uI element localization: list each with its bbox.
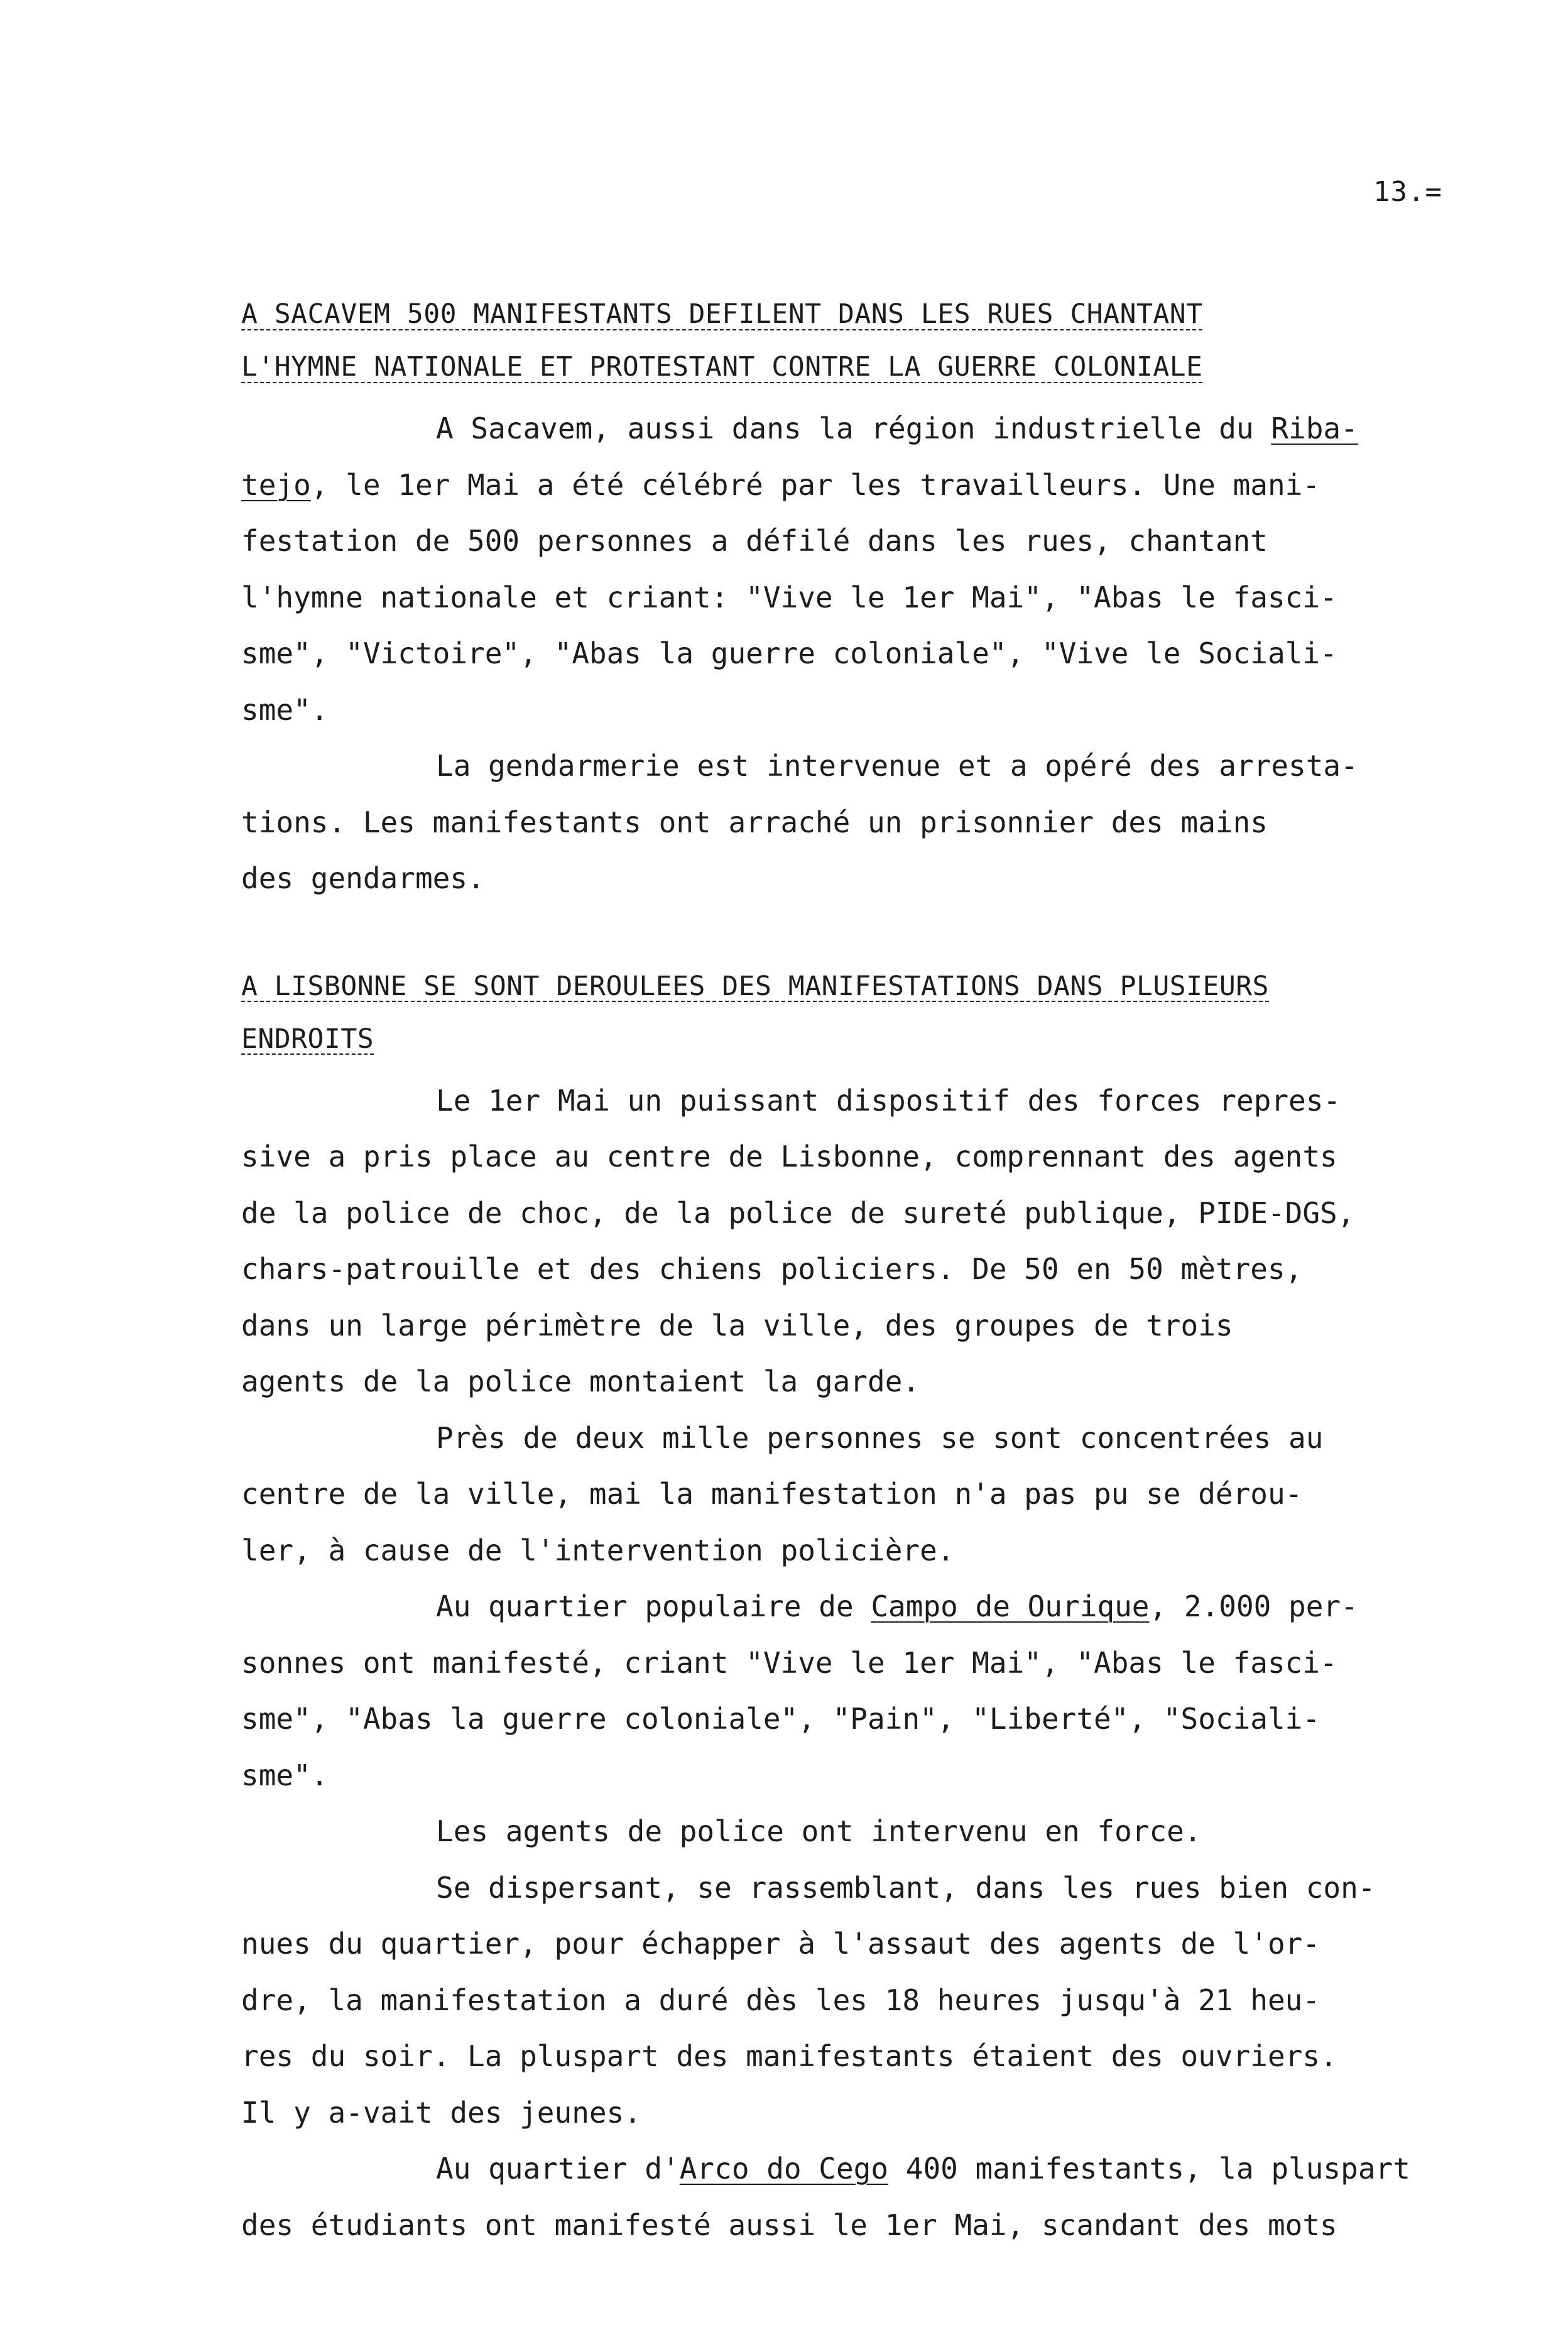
text-line: des gendarmes. (241, 861, 485, 895)
section-lisbonne (241, 960, 1485, 2254)
text-line: sive a pris place au centre de Lisbonne, comprennant des agents (241, 1140, 1337, 1173)
text-line: dre, la manifestation a duré dès les 18 heures jusqu'à 21 heu- (241, 1983, 1320, 2017)
heading-line: L'HYMNE NATIONALE ET PROTESTANT CONTRE LA GUERRE COLONIALE (241, 351, 1203, 383)
text-line: Se dispersant, se rassemblant, dans les rues bien con- (436, 1870, 1376, 1905)
paragraph (241, 738, 1485, 907)
text-run: , le 1er Mai a été célébré par les travailleurs. Une mani- (310, 467, 1320, 502)
text-line: sme". (241, 1758, 329, 1792)
section-heading-sacavem (241, 288, 1485, 393)
text-line: sme", "Victoire", "Abas la guerre coloniale", "Vive le Sociali- (241, 636, 1337, 670)
heading-line: ENDROITS (241, 1023, 374, 1055)
heading-line: A SACAVEM 500 MANIFESTANTS DEFILENT DANS LES RUES CHANTANT (241, 298, 1203, 330)
text-line: dans un large périmètre de la ville, des groupes de trois (241, 1308, 1233, 1342)
text-line: res du soir. La pluspart des manifestants étaient des ouvriers. (241, 2039, 1337, 2073)
text-line: Le 1er Mai un puissant dispositif des forces repres- (436, 1083, 1341, 1118)
paragraph (241, 1073, 1485, 1410)
text-line (241, 2141, 1485, 2197)
text-run: Au quartier d' (436, 2152, 680, 2186)
text-line: l'hymne nationale et criant: "Vive le 1er Mai", "Abas le fasci- (241, 580, 1337, 614)
text-line (241, 457, 1485, 514)
text-run: , 2.000 per- (1149, 1589, 1358, 1623)
section-heading-lisbonne (241, 960, 1485, 1065)
underlined-place-name: Arco do Cego (679, 2152, 889, 2186)
text-line (241, 401, 1485, 457)
text-line: centre de la ville, mai la manifestation n'a pas pu se dérou- (241, 1477, 1303, 1511)
text-line: de la police de choc, de la police de sureté publique, PIDE-DGS, (241, 1195, 1355, 1230)
text-line: chars-patrouille et des chiens policiers. De 50 en 50 mètres, (241, 1252, 1303, 1286)
underlined-place-name: Riba- (1271, 411, 1358, 445)
text-run: Au quartier populaire de (436, 1589, 871, 1623)
text-line: ler, à cause de l'intervention policière. (241, 1533, 955, 1567)
text-run: A Sacavem, aussi dans la région industrielle du (436, 411, 1271, 445)
text-line: sonnes ont manifesté, criant "Vive le 1er Mai", "Abas le fasci- (241, 1645, 1337, 1680)
text-line: sme", "Abas la guerre coloniale", "Pain", "Liberté", "Sociali- (241, 1702, 1320, 1736)
text-line: tions. Les manifestants ont arraché un prisonnier des mains (241, 805, 1268, 839)
section-sacavem (241, 288, 1485, 907)
paragraph (241, 1860, 1485, 2142)
paragraph (241, 2141, 1485, 2253)
text-line (241, 1579, 1485, 1635)
paragraph (241, 1410, 1485, 1579)
text-line: sme". (241, 692, 329, 727)
paragraph (241, 401, 1485, 738)
text-line: festation de 500 personnes a défilé dans les rues, chantant (241, 524, 1268, 558)
text-run: 400 manifestants, la pluspart (888, 2152, 1410, 2186)
text-line: Près de deux mille personnes se sont concentrées au (436, 1420, 1324, 1455)
document-body (241, 288, 1485, 2253)
page-number: 13.= (1373, 176, 1442, 208)
underlined-place-name: Campo de Ourique (871, 1589, 1150, 1623)
text-line: Les agents de police ont intervenu en force. (436, 1814, 1202, 1848)
text-line: agents de la police montaient la garde. (241, 1364, 920, 1398)
heading-line: A LISBONNE SE SONT DEROULEES DES MANIFESTATIONS DANS PLUSIEURS (241, 970, 1270, 1002)
text-line: Il y a-vait des jeunes. (241, 2095, 641, 2130)
paragraph (241, 1804, 1485, 1860)
text-line: des étudiants ont manifesté aussi le 1er Mai, scandant des mots (241, 2208, 1337, 2242)
paragraph (241, 1579, 1485, 1804)
text-line: La gendarmerie est intervenue et a opéré des arresta- (436, 749, 1358, 783)
underlined-place-name: tejo (241, 467, 311, 502)
text-line: nues du quartier, pour échapper à l'assaut des agents de l'or- (241, 1927, 1320, 1961)
